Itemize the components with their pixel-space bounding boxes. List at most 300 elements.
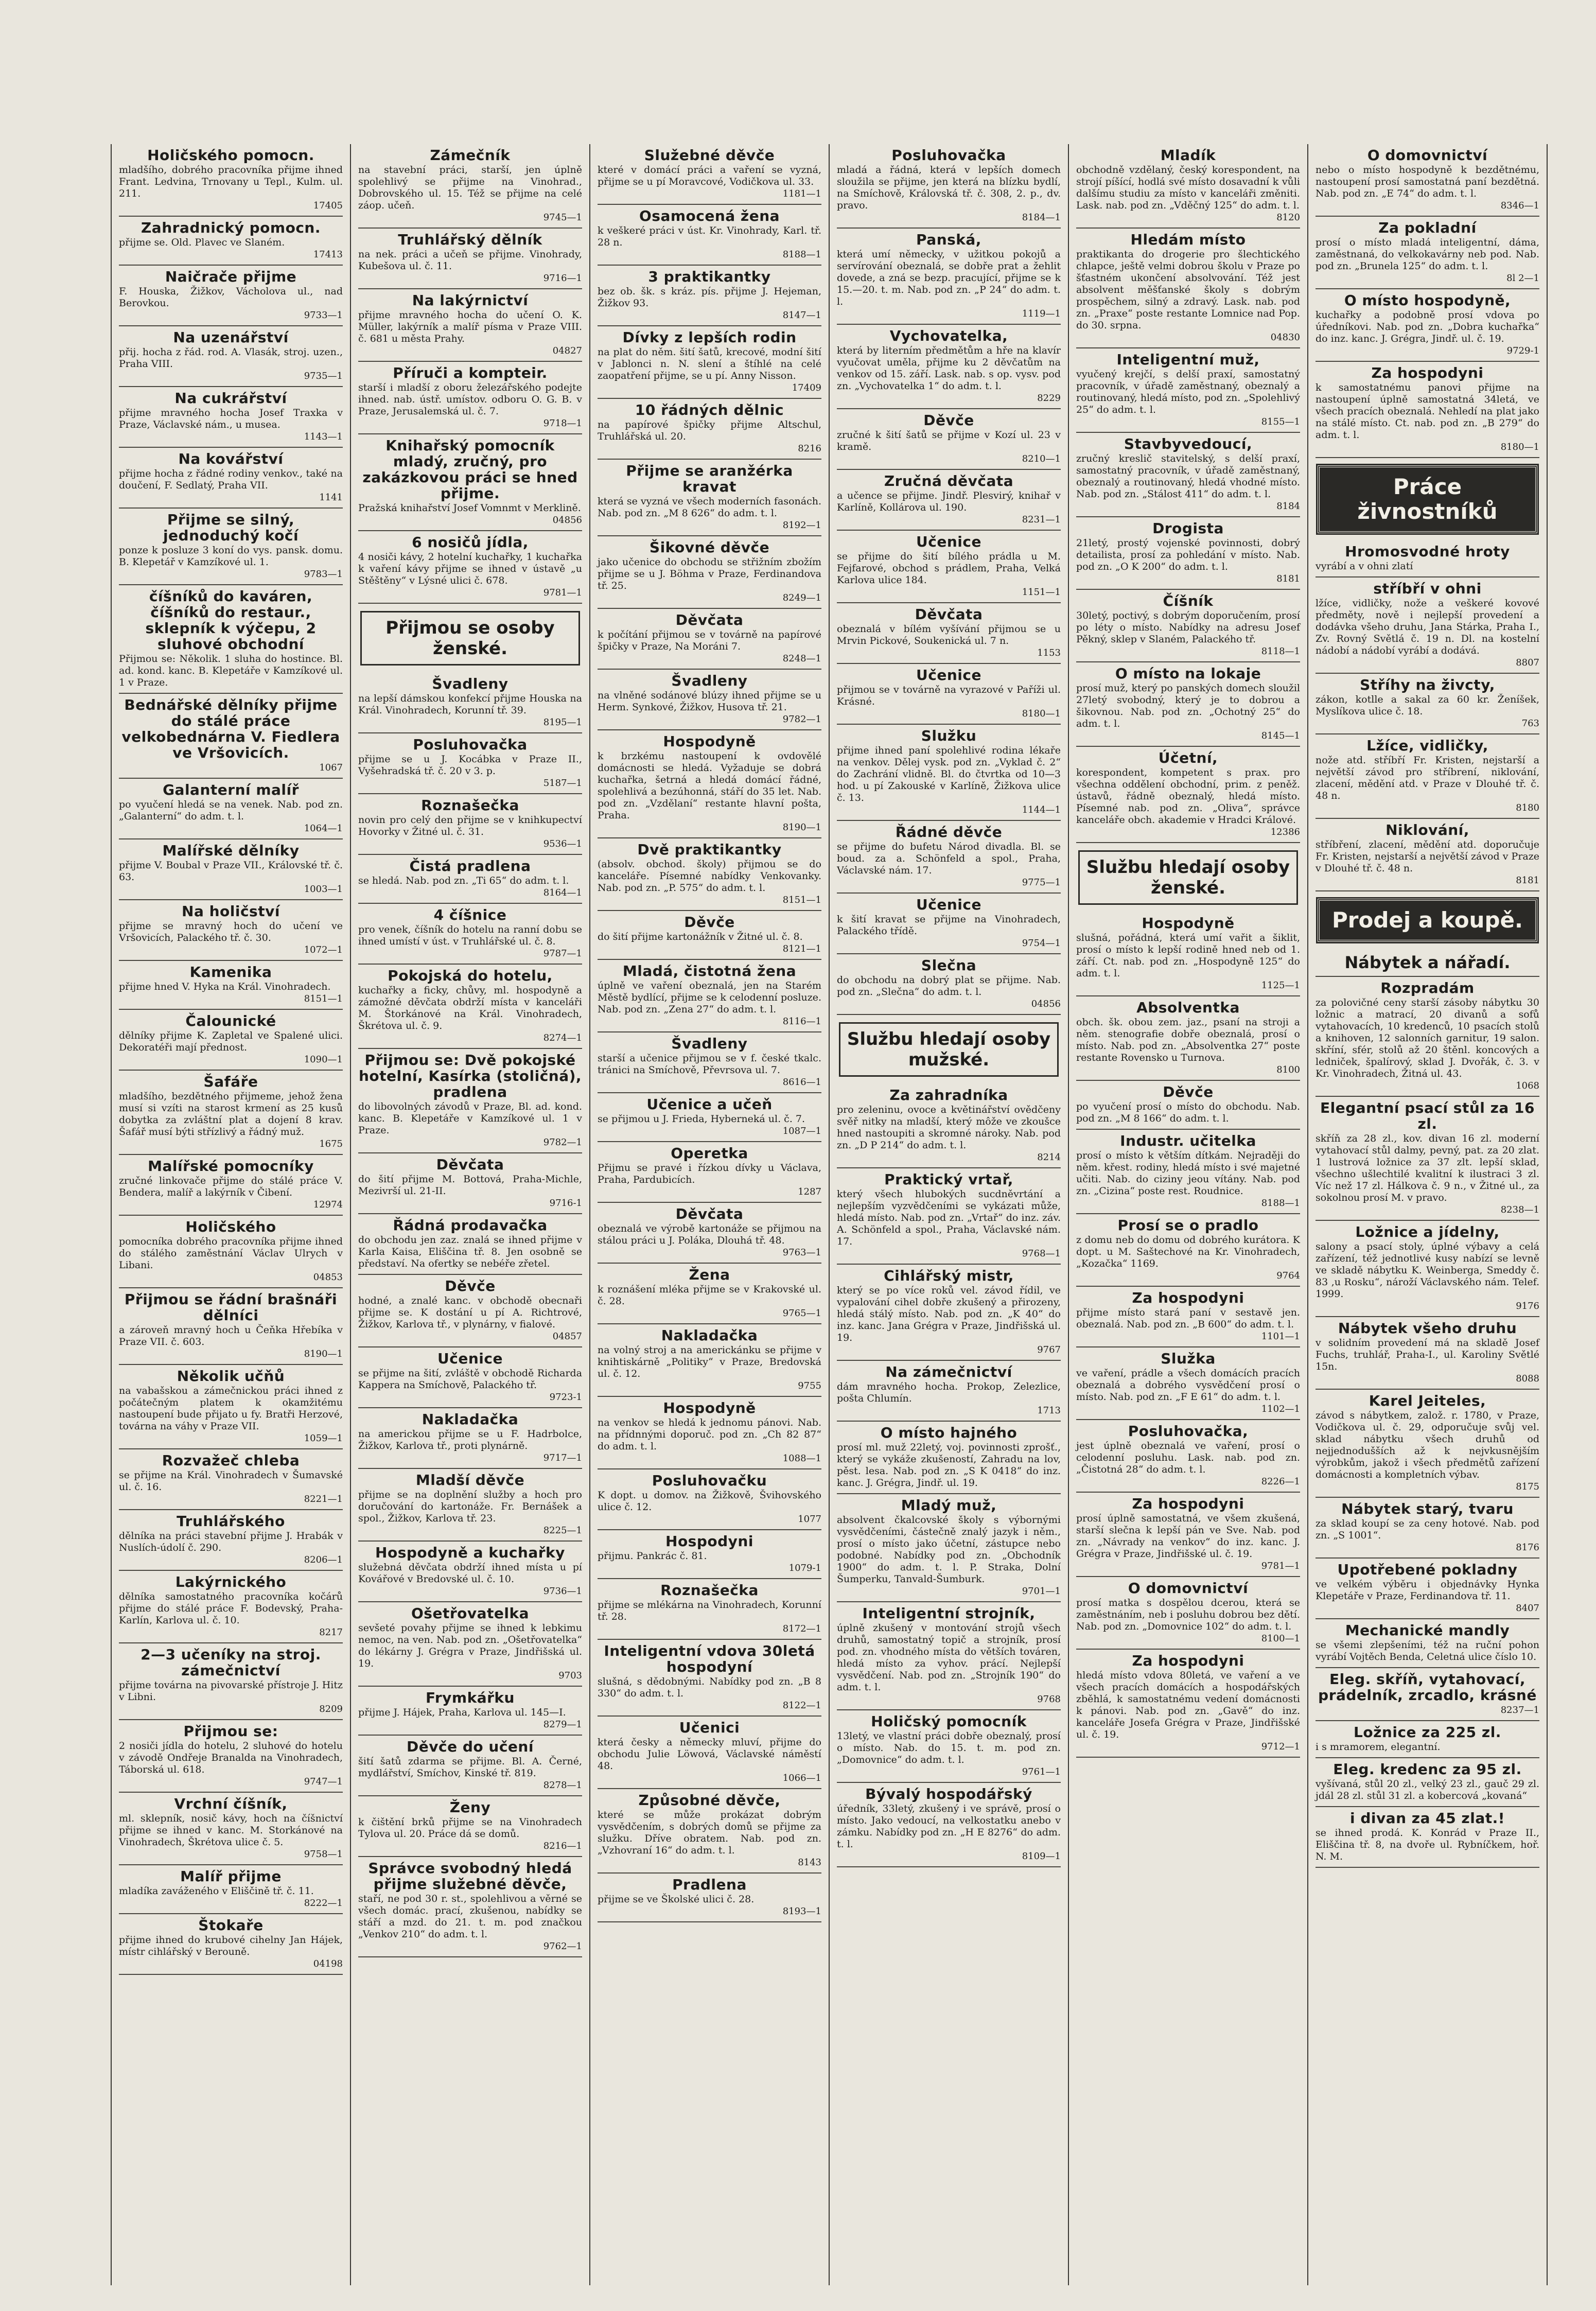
- ad-text: přijme hned V. Hyka na Král. Vinohradech.: [119, 981, 331, 992]
- ad-code: 5187—1: [543, 778, 582, 789]
- ad-heading: O místo hospodyně,: [1344, 292, 1511, 309]
- ad-text: salony a psací stoly, úplné výbavy a celá zařízení, též jednotlivé kusy nabízí se levně ve skladě nábytku K. Weinberga, Smeddy č. 83 ,u Rosku“, nároží Václavského nám. Telef. 1999.: [1316, 1241, 1539, 1300]
- classified-ad: [119, 1865, 343, 1914]
- column-3: [590, 144, 830, 2285]
- ad-heading: Služebné děvče: [644, 147, 775, 164]
- ad-code: 9755: [798, 1380, 821, 1391]
- ad-text: na nek. práci a učeň se přijme. Vinohrady, Kubešova ul. č. 11.: [358, 249, 582, 272]
- ad-heading: Nakladačka: [661, 1327, 758, 1344]
- ad-heading: 2—3 učeníky na stroj. zámečnictví: [141, 1646, 321, 1679]
- ad-code: 8151—1: [782, 895, 821, 905]
- ad-heading: Drogista: [1152, 520, 1224, 537]
- ad-code: 9536—1: [543, 838, 582, 849]
- ad-text: i s mramorem, elegantní.: [1316, 1741, 1441, 1753]
- classified-ad: [119, 1216, 343, 1288]
- ad-code: 8206—1: [304, 1554, 343, 1565]
- ad-text: obch. šk. obou zem. jaz., psaní na stroji a něm. stenografie dobře obeznalá, prosí o místo. Nab. pod zn. „Absolventka 27“ poste restante Rovensko u Turnova.: [1076, 1017, 1300, 1063]
- ad-text: k veškeré práci v úst. Kr. Vinohrady, Karl. tř. 28 n.: [598, 225, 821, 248]
- ad-text: pomocníka dobrého pracovníka přijme ihned do stálého zaměstnání Václav Ulrych v Libani.: [119, 1236, 343, 1271]
- ad-code: 9736—1: [543, 1586, 582, 1597]
- ad-code: 1066—1: [782, 1773, 821, 1783]
- classified-ad: [358, 904, 582, 965]
- ad-code: 8088: [1516, 1373, 1539, 1384]
- ad-text: na plat do něm. šití šatů, krecové, modní šití v Jablonci n. N. slení a štíhlé na celé zaopatření přijme, se u pí. Anny Nisson.: [598, 346, 821, 381]
- ad-heading: Správce svobodný hledá přijme služebné děvče,: [368, 1860, 572, 1893]
- ad-code: 8214: [1037, 1152, 1061, 1163]
- ad-heading: O místo hajného: [880, 1424, 1018, 1441]
- ad-heading: O domovnictví: [1367, 147, 1488, 164]
- ad-code: 8229: [1037, 393, 1061, 404]
- ad-code: 9716—1: [543, 273, 582, 284]
- ad-text: který všech hlubokých sucdněvrtání a nejlepším vyzvědčeními se vykázati může, hledá místo. Nab. pod zn. „Vrtař“ do inz. záv. A. Schönfeld a spol., Praha, Václavské nám. 17.: [837, 1188, 1061, 1247]
- ad-code: 9787—1: [543, 948, 582, 959]
- classified-ad: [598, 1264, 821, 1324]
- ad-text: stříbření, zlacení, mědění atd. doporučuje Fr. Kristen, nejstarší a největší závod v Praze v Dlouhé tř. č. 48 n.: [1316, 839, 1539, 874]
- ad-text: ve vaření, prádle a všech domácích pracích obeznalá a dobrého vysvědčení prosí o místo. Nab. pod zn. „F E 61“ do adm. t. l.: [1076, 1368, 1300, 1403]
- ad-heading: 3 praktikantky: [648, 268, 771, 285]
- ad-text: po vyučení hledá se na venek. Nab. pod zn. „Galanterní“ do adm. t. l.: [119, 799, 343, 822]
- ad-text: korespondent, kompetent s prax. pro všechna oddělení obchodní, prim. z peněž. ústavů, řádně obeznalý, hledá místo. Písemné nab. pod zn. „Oliva“, správce kanceláře obch. akademie v Hradci Králové.: [1076, 767, 1300, 826]
- ad-heading: Knihařský pomocník mladý, zručný, pro zakázkovou práci se hned přijme.: [362, 437, 578, 502]
- ad-code: 8151—1: [304, 993, 343, 1004]
- classified-ad: [598, 730, 821, 838]
- ad-code: 9781—1: [543, 587, 582, 598]
- ad-code: 1141: [319, 492, 343, 503]
- ad-text: ve velkém výběru i objednávky Hynka Klepetáře v Praze, Ferdinandova tř. 11.: [1316, 1579, 1539, 1602]
- ad-text: přijme mravného hocha Josef Traxka v Praze, Václavské nám., u musea.: [119, 407, 343, 430]
- ad-code: 12386: [1270, 827, 1300, 837]
- ad-text: prosí úplně samostatná, ve všem zkušená, starší slečna k lepší pán ve Sve. Nab. pod zn. „Návrady na venkov“ do inz. kanc. J. Grégra v Praze, Jindřišské ul. č. 19.: [1076, 1513, 1300, 1560]
- ad-heading: Panská,: [916, 231, 981, 248]
- ad-text: na volný stroj a na americkánku se přijme v knihtiskárně „Politiky“ v Praze, Bredovská ul. č. 12.: [598, 1344, 821, 1379]
- ad-heading: Zručná děvčata: [884, 472, 1014, 489]
- classified-ad: [837, 1494, 1061, 1602]
- ad-text: úplně ve vaření obeznalá, jen na Starém Městě bydlící, přijme se k celodenní posluze. Nab. pod zn. „Zena 27“ do adm. t. l.: [598, 980, 821, 1015]
- ad-text: přij. hocha z řád. rod. A. Vlasák, stroj. uzen., Praha VIII.: [119, 346, 343, 370]
- ad-heading: Za pokladní: [1378, 219, 1477, 236]
- column-1: [112, 144, 351, 2285]
- ad-text: bez ob. šk. s kráz. pís. přijme J. Hejeman, Žižkov 93.: [598, 286, 821, 309]
- ad-code: 9782—1: [782, 714, 821, 725]
- ad-text: vyšívaná, stůl 20 zl., velký 23 zl., gauč 29 zl. jdál 28 zl. stůl 31 zl. a kobercová „kovaná“: [1316, 1778, 1539, 1801]
- classified-ad: [358, 1469, 582, 1542]
- classified-ad: [119, 1449, 343, 1510]
- ad-heading: Eleg. kredenc za 95 zl.: [1333, 1761, 1522, 1778]
- ad-code: 8237—1: [1500, 1705, 1539, 1715]
- ad-code: 8222—1: [304, 1898, 343, 1909]
- ad-heading: Děvče: [684, 914, 735, 931]
- ad-code: 8274—1: [543, 1032, 582, 1043]
- ad-code: 8188—1: [782, 249, 821, 260]
- ad-text: do libovolných závodů v Praze, Bl. ad. kond. kanc. B. Klepetáře v Kamzíkové ul. 1 v Praze.: [358, 1101, 582, 1136]
- ad-text: na stavební práci, starší, jen úplně spolehlivý se přijme na Vinohrad., Dobrovského ul. 15. Též se přijme na celé záop. učeň.: [358, 164, 582, 211]
- ad-text: vyrábí a v ohni zlatí: [1316, 561, 1413, 572]
- ad-code: 8100—1: [1261, 1633, 1300, 1644]
- ad-code: 1064—1: [304, 823, 343, 834]
- ad-heading: Stavbyvedoucí,: [1124, 435, 1253, 452]
- ad-code: 9176: [1516, 1301, 1539, 1311]
- ad-heading: Lžíce, vidličky,: [1366, 737, 1488, 754]
- ad-heading: Švadleny: [671, 672, 748, 689]
- ad-heading: Řádná prodavačka: [393, 1217, 548, 1234]
- ad-text: k šití kravat se přijme na Vinohradech, Palackého třídě.: [837, 914, 1061, 937]
- classified-ad: [119, 217, 343, 266]
- ad-heading: Švadleny: [671, 1035, 748, 1052]
- ad-code: 8121—1: [782, 943, 821, 954]
- ad-code: 9701—1: [1022, 1586, 1061, 1597]
- ad-text: starší i mladší z oboru železářského podejte ihned. nab. ústř. umístov. odboru O. G. B. v Praze, Jerusalemská ul. č. 7.: [358, 382, 582, 417]
- ad-text: novin pro celý den přijme se v knihkupectví Hovorky v Žitné ul. č. 31.: [358, 814, 582, 837]
- ad-heading: Hospodyni: [665, 1533, 753, 1550]
- ad-text: přijme hocha z řádné rodiny venkov., také na doučení, F. Sedlatý, Praha VII.: [119, 468, 343, 491]
- classified-ad: [598, 1874, 821, 1922]
- classified-ad: [119, 1010, 343, 1071]
- ad-text: za polovičné ceny starší zásoby nábytku 30 ložnic a matrací, 20 divanů a sofů vytahovacích, 10 kredenců, 10 psacích stolů a knihoven, 12 salonních garnitur, 19 salon. skříní, sfér, stolů až 20 štěnl. koncových a ledniček, špalírový, sklad J. Dvořák, č. 3. v Kr. Vinohradech, Žitná ul. 43.: [1316, 997, 1539, 1079]
- ad-code: 8147—1: [782, 310, 821, 321]
- ad-code: 9712—1: [1261, 1741, 1300, 1752]
- ad-text: přijme mravného hocha do učení O. K. Müller, lakýrník a malíř písma v Praze VIII. č. 681 u města Prahy.: [358, 309, 582, 344]
- classified-ad: [1076, 1420, 1300, 1493]
- ad-code: 9768—1: [1022, 1248, 1061, 1259]
- ad-heading: Švadleny: [432, 675, 508, 692]
- classified-ad: [837, 409, 1061, 470]
- ad-heading: Truhlářský dělník: [398, 231, 542, 248]
- column-2: [351, 144, 590, 2285]
- ad-text: se přijme na Král. Vinohradech v Šumavské ul. č. 16.: [119, 1469, 343, 1493]
- ad-code: 9717—1: [543, 1452, 582, 1463]
- ad-text: nebo o místo hospodyně k bezdětnému, nastoupení prosí samostatná paní bezdětná. Nab. pod zn. „E 74“ do adm. t. l.: [1316, 164, 1539, 199]
- ad-text: přijme se mravný hoch do učení ve Vršovicích, Palackého tř. č. 30.: [119, 920, 343, 943]
- ad-heading: Niklování,: [1385, 821, 1469, 838]
- ad-heading: Ženy: [449, 1799, 491, 1816]
- classified-ad: [598, 1397, 821, 1469]
- ad-heading: Způsobné děvče,: [638, 1792, 781, 1809]
- ad-text: staří, ne pod 30 r. st., spolehlivou a věrné se všech domác. prací, zkušenou, nabídky se stáří a mzd. do 21. t. m. pod značkou „Venkov 210“ do adm. t. l.: [358, 1893, 582, 1940]
- ad-heading: Učenici: [679, 1719, 740, 1736]
- ad-code: 8181: [1516, 875, 1539, 886]
- ad-heading: Děvče: [923, 412, 974, 429]
- classified-ad: [1076, 348, 1300, 433]
- ad-heading: Kamenika: [189, 964, 272, 981]
- classified-ad: [598, 960, 821, 1032]
- ad-code: 8616—1: [782, 1077, 821, 1088]
- ad-heading: Hospodyně: [663, 733, 756, 750]
- ad-text: která česky a německy mluví, přijme do obchodu Julie Löwová, Václavské náměstí 48.: [598, 1737, 821, 1772]
- classified-ad: [598, 670, 821, 730]
- classified-ad: [837, 470, 1061, 531]
- ad-heading: Holičský pomocník: [871, 1713, 1027, 1730]
- ad-code: 8181: [1276, 573, 1300, 584]
- classified-ad: [119, 585, 343, 694]
- ad-code: 8210—1: [1022, 453, 1061, 464]
- ad-heading: Lakýrnického: [175, 1573, 287, 1590]
- classified-ad: [1076, 433, 1300, 517]
- ad-code: 8231—1: [1022, 514, 1061, 525]
- ad-text: prosí muž, který po panských domech sloužil 27letý svobodný, který je to dobrou a šikovnou. Nab. pod zn. „Ochotný 25“ do adm. t. l.: [1076, 682, 1300, 729]
- ad-text: která se vyzná ve všech moderních fasonách. Nab. pod zn. „M 8 626“ do adm. t. l.: [598, 496, 821, 519]
- ad-heading: Mladá, čistotná žena: [622, 962, 797, 979]
- ad-text: prosí o místo k větším dítkám. Nejraději do něm. křest. rodiny, hledá místo i své majetné učiti. Nab. do ciziny jeou vítány. Nab. pod zn. „Cizina“ poste rest. Roudnice.: [1076, 1150, 1300, 1197]
- ad-code: 1119—1: [1022, 308, 1061, 319]
- classified-ad: [1316, 289, 1539, 362]
- ad-code: 1090—1: [304, 1054, 343, 1065]
- classified-ad: [598, 1640, 821, 1717]
- classified-ad: [358, 1857, 582, 1957]
- ad-text: k brzkému nastoupení k ovdovělé domácnosti se hledá. Vyžaduje se dobrá kuchařka, šetrná a hledá domácí řádné, spolehlivá a bezúhonná, stáří do 35 let. Nab. pod zn. „Vzdělaní“ restante hlavní pošta, Praha.: [598, 750, 821, 821]
- classified-ad: [837, 725, 1061, 821]
- classified-ad: [119, 900, 343, 961]
- ad-text: úředník, 33letý, zkušený i ve správě, prosí o místo. Jako vedoucí, na velkostatku anebo v zámku. Nabídky pod zn. „H E 8276“ do adm. t. l.: [837, 1803, 1061, 1850]
- ad-heading: Mladík: [1160, 147, 1216, 164]
- ad-text: obeznalá v bílém vyšívání přijmou se u Mrvin Pickové, Soukenická ul. 7 n.: [837, 623, 1061, 646]
- classified-ad: [119, 1071, 343, 1155]
- ad-code: 04856: [552, 515, 582, 526]
- ad-heading: Posluhovačka,: [1128, 1423, 1249, 1440]
- ad-code: 9765—1: [782, 1308, 821, 1319]
- classified-ad: [1316, 362, 1539, 458]
- classified-ad: [119, 1571, 343, 1643]
- ad-code: 8184—1: [1022, 212, 1061, 223]
- ad-code: 8l 2—1: [1506, 273, 1539, 284]
- ad-code: 1077: [798, 1514, 821, 1525]
- ad-code: 04830: [1270, 332, 1300, 343]
- ad-text: přijme se na doplnění služby a hoch pro doručování do kartonáže. Fr. Bernášek a spol., Žižkov, Karlova tř. 23.: [358, 1489, 582, 1524]
- ad-code: 8176: [1516, 1542, 1539, 1553]
- classified-ad: [1316, 819, 1539, 891]
- ad-text: se všemi zlepšeními, též na ruční pohon vyrábí Vojtěch Benda, Celetná ulice číslo 10.: [1316, 1639, 1539, 1662]
- classified-ad: [1316, 1619, 1539, 1668]
- classified-ad: [837, 325, 1061, 409]
- classified-ad: [598, 326, 821, 399]
- ad-heading: Dívky z lepších rodin: [622, 329, 797, 346]
- ad-text: zručné linkovače přijme do stálé práce V. Bendera, malíř a lakýrník v Čibení.: [119, 1175, 343, 1198]
- ad-heading: Děvče: [445, 1277, 496, 1294]
- ad-text: prosí o místo mladá inteligentní, dáma, zaměstnaná, do velkokavárny neb pod. Nab. pod zn. „Brunela 125“ do adm. t. l.: [1316, 237, 1539, 272]
- ad-heading: Vrchní číšník,: [174, 1795, 288, 1812]
- ad-heading: Čistá pradlena: [409, 857, 531, 874]
- classified-ad: [1076, 590, 1300, 662]
- classified-ad: [119, 144, 343, 217]
- classified-ad: [1316, 1317, 1539, 1390]
- ad-code: 9723-1: [549, 1392, 582, 1403]
- ad-text: přijme V. Boubal v Praze VII., Královské tř. č. 63.: [119, 860, 343, 883]
- ad-text: F. Houska, Žižkov, Vácholova ul., nad Berovkou.: [119, 286, 343, 309]
- ad-text: do šití přijme kartonážník v Žitné ul. č. 8.: [598, 931, 803, 942]
- ad-text: a učence se přijme. Jindř. Plesvirý, knihař v Karlíně, Kollárova ul. 190.: [837, 490, 1061, 513]
- ad-heading: Přijmou se:: [183, 1723, 278, 1740]
- ad-heading: Šikovné děvče: [649, 539, 770, 556]
- ad-code: 8180—1: [1500, 442, 1539, 452]
- ad-heading: Karel Jeiteles,: [1369, 1392, 1486, 1409]
- ad-text: hledá místo vdova 80letá, ve vaření a ve všech pracích domácích a hospodářských zběhlá, k samostatnému vedení domácnosti k pánovi. Nab. pod zn. „Gavě“ do inz. kanceláře Josefa Grégra v Praze, Jindřišské ul. č. 19.: [1076, 1670, 1300, 1740]
- ad-heading: Inteligentní muž,: [1116, 351, 1260, 368]
- ad-text: k čištění brků přijme se na Vinohradech Tylova ul. 20. Práce dá se domů.: [358, 1816, 582, 1840]
- ad-code: 1151—1: [1022, 587, 1061, 598]
- classified-ad: [1316, 734, 1539, 819]
- ad-code: 1087—1: [782, 1126, 821, 1136]
- ad-text: K dopt. u domov. na Žižkově, Švihovského ulice č. 12.: [598, 1490, 821, 1513]
- ad-heading: Ošetřovatelka: [411, 1605, 530, 1622]
- classified-ad: [119, 694, 343, 779]
- ad-text: na vlněné sodánové blúzy ihned přijme se u Herm. Synkové, Žižkov, Husova tř. 21.: [598, 690, 821, 713]
- ad-code: 8109—1: [1022, 1851, 1061, 1862]
- classified-ad: [598, 1717, 821, 1789]
- ad-code: 9729-1: [1506, 345, 1539, 356]
- classified-ad: [119, 266, 343, 326]
- ad-text: se přijme do šití bílého prádla u M. Fejfarové, obchod s prádlem, Praha, Velká Karlova ulice 184.: [837, 551, 1061, 586]
- ad-text: kuchařky a ficky, chůvy, ml. hospodyně a zámožné děvčata obdrží místa v kanceláři M. Štorkánové na Král. Vinohradech, Škrétova ul. č. 9.: [358, 985, 582, 1031]
- ad-heading: Číšník: [1163, 592, 1214, 609]
- classified-ad: [598, 911, 821, 960]
- ad-code: 8216—1: [543, 1841, 582, 1851]
- ad-code: 9764: [1276, 1270, 1300, 1281]
- ad-heading: Učenice a učeň: [646, 1096, 773, 1113]
- classified-ad: [1076, 1287, 1300, 1347]
- classified-ad: [598, 1093, 821, 1142]
- ad-text: za sklad koupí se za ceny hotové. Nab. pod zn. „S 1001“.: [1316, 1518, 1539, 1541]
- ad-text: absolvent čkalcovské školy s výbornými vysvědčeními, částečně znalý jazyk i něm., prosí o místo jako účetní, zástupce nebo podobné. Nabídky pod zn. „Obchodník 1900“ do adm. t. l. P. Straka, Dolní Šumperku, Tanvald-Šumburk.: [837, 1514, 1061, 1585]
- ad-code: 04856: [1031, 999, 1061, 1009]
- ad-code: 1675: [319, 1139, 343, 1149]
- ad-code: 8118—1: [1261, 646, 1300, 657]
- ad-heading: Holičského: [185, 1218, 276, 1235]
- ad-heading: Malířské dělníky: [162, 842, 300, 859]
- ad-text: na americkou přijme se u F. Hadrbolce, Žižkov, Karlova tř., proti plynárně.: [358, 1428, 582, 1451]
- ad-heading: Služku: [921, 727, 977, 744]
- column-4: [830, 144, 1069, 2285]
- classified-ad: [837, 1265, 1061, 1361]
- ad-heading: Posluhovačku: [652, 1472, 767, 1489]
- classified-ad: [358, 1214, 582, 1275]
- ad-heading: Hospodyně a kuchařky: [375, 1544, 565, 1561]
- ad-code: 8279—1: [543, 1719, 582, 1730]
- ad-heading: Praktický vrtař,: [884, 1171, 1013, 1188]
- ad-heading: Žena: [689, 1266, 730, 1283]
- classified-ad: [598, 609, 821, 670]
- ad-text: prosí ml. muž 22letý, voj. povinnosti zprošť., který se vykáže zkušeností, Zahradu na lov, pěst. lesa. Nab. pod zn. „S K 0418“ do inz. kanc. J. Grégra, Jindř. ul. 19.: [837, 1442, 1061, 1489]
- ad-heading: Děvčata: [675, 1205, 744, 1222]
- classified-ad: [358, 794, 582, 855]
- classified-ad: [358, 855, 582, 904]
- classified-ad: [598, 1789, 821, 1874]
- ad-text: na vabašskou a zámečnickou práci ihned z počátečným platem k okamžitému nastoupení bude přijato u fy. Bratři Herzové, továrna na váhy v Praze VII.: [119, 1385, 343, 1432]
- ad-code: 1101—1: [1261, 1331, 1300, 1342]
- ad-text: 2 nosiči jídla do hotelu, 2 sluhové do hotelu v závodě Ondřeje Branalda na Vinohradech, Táborská ul. 618.: [119, 1740, 343, 1775]
- ad-code: 17413: [313, 249, 343, 260]
- ad-heading: Truhlářského: [177, 1513, 285, 1530]
- classified-ad: [119, 1510, 343, 1571]
- ad-text: úplně zkušený v montování strojů všech druhů, samostatný topič a strojník, prosí pod. zn. vhodného místa do větších továren, hledá místo za vyhov. prácí. Nejlepší vysvědčení. Nab. pod zn. „Strojník 190“ do adm. t. l.: [837, 1622, 1061, 1693]
- classified-ad: [837, 664, 1061, 725]
- ad-heading: Hospodyně: [1142, 915, 1235, 932]
- column-5: [1069, 144, 1308, 2285]
- classified-ad: [598, 1324, 821, 1397]
- ad-heading: Bednářské dělníky přijme do stálé práce velkobednárna V. Fiedlera ve Vršovicích.: [121, 696, 340, 761]
- ad-heading: Za hospodyni: [1132, 1289, 1244, 1306]
- ad-heading: Učenice: [916, 667, 981, 684]
- ad-heading: Příruči a kompteir.: [393, 364, 548, 381]
- ad-code: 8164—1: [543, 887, 582, 898]
- ad-heading: 10 řádných dělnic: [635, 401, 784, 418]
- classified-ad: [1316, 1721, 1539, 1758]
- classified-ad: [119, 1365, 343, 1449]
- classified-ad: [837, 894, 1061, 954]
- classified-ad: [1316, 977, 1539, 1097]
- ad-heading: Prosí se o pradlo: [1117, 1217, 1259, 1234]
- ad-text: sevšeté povahy přijme se ihned k lebkimu nemoc, na ven. Nab. pod zn. „Ošetřovatelka“ do lékárny J. Grégra v Praze, Jindřišská ul. 19.: [358, 1622, 582, 1669]
- classified-ad: [1316, 217, 1539, 289]
- ad-heading: Přijmou se: Dvě pokojské hotelní, Kasírka (stoličná), pradlena: [358, 1052, 582, 1100]
- ad-code: 8217: [319, 1627, 343, 1638]
- ad-text: pro venek, číšník do hotelu na ranní dobu se ihned umístí v úst. v Truhlářské ul. č. 8.: [358, 924, 582, 947]
- ad-heading: Galanterní malíř: [163, 781, 299, 798]
- ad-heading: Stříhy na živcty,: [1360, 676, 1495, 693]
- ad-code: 1088—1: [782, 1453, 821, 1464]
- ad-heading: Vychovatelka,: [889, 327, 1008, 344]
- ad-code: 8143: [798, 1857, 821, 1868]
- ad-heading: Bývalý hospodářský: [865, 1785, 1032, 1802]
- section-heading: Službu hledají osoby mužské.: [839, 1022, 1059, 1077]
- classified-ad: [837, 821, 1061, 894]
- ad-text: který se po více roků vel. závod řídil, ve vypalování cihel dobře zkušený a přirozeny, hledá stálý místo. Nab. pod zn. „K 40“ do inz. kanc. Jana Grégra v Praze, Jindřišská ul. 19.: [837, 1285, 1061, 1343]
- ad-heading: Industr. učitelka: [1120, 1132, 1256, 1149]
- ad-text: praktikanta do drogerie pro šlechtického chlapce, ještě velmi dobrou školu v Praze po šťastném ukončení absolvování. Též jest absolvent měšťanské školy s dobrým prospěchem, silný a zdravý. Lask. nab. pod zn. „Praxe“ poste restante Lomnice nad Pop. do 30. srpna.: [1076, 249, 1300, 331]
- ad-code: 8249—1: [782, 592, 821, 603]
- ad-text: zručné k šití šatů se přijme v Kozí ul. 23 v kramě.: [837, 429, 1061, 452]
- ad-code: 9762—1: [543, 1941, 582, 1952]
- ad-text: přijme se ve Školské ulici č. 28.: [598, 1894, 755, 1905]
- ad-heading: Na lakýrnictví: [412, 292, 529, 309]
- classified-ad: [119, 326, 343, 387]
- ad-text: Přijmou se: Několik. 1 sluha do hostince. Bl. ad. kond. kanc. B. Klepetáře v Kamzíkové ul. 1 v Praze.: [119, 653, 343, 688]
- classified-ad: [598, 266, 821, 326]
- ad-code: 1068: [1516, 1080, 1539, 1091]
- ad-text: mladíka zaváženého v Eliščině tř. č. 11.: [119, 1885, 314, 1897]
- ad-text: z domu neb do domu od dobrého kurátora. K dopt. u M. Saštechové na Kr. Vinohradech, „Kozačka“ 1169.: [1076, 1234, 1300, 1269]
- ad-heading: Přijme se aranžérka kravat: [626, 462, 793, 495]
- classified-ad: [837, 1710, 1061, 1783]
- classified-ad: [358, 1796, 582, 1857]
- ad-code: 04198: [313, 1958, 343, 1969]
- ad-code: 8238—1: [1500, 1204, 1539, 1215]
- ad-heading: Hledám místo: [1130, 231, 1246, 248]
- ad-heading: Na uzenářství: [173, 329, 289, 346]
- ad-text: slušná, s dědobnými. Nabídky pod zn. „B 8 330“ do adm. t. l.: [598, 1676, 821, 1699]
- classified-ad: [358, 1347, 582, 1408]
- ad-heading: Na kovářství: [178, 450, 284, 467]
- classified-ad: [358, 1049, 582, 1153]
- ad-text: obchodně vzdělaný, český korespondent, na strojí píšící, hodlá své místo dosavadní k vůli dalšímu studiu za místo v kanceláři změniti. Lask. nab. pod zn. „Vděčný 125“ do adm. t. l.: [1076, 164, 1300, 211]
- ad-heading: stříbří v ohni: [1373, 580, 1482, 597]
- classified-ad: [1076, 517, 1300, 590]
- ad-code: 8807: [1516, 657, 1539, 668]
- ad-text: k samostatnému panovi přijme na nastoupení úplně samostatná 34letá, ve všech pracích obeznalá. Nehledí na plat jako na stálé místo. Ct. nab. pod zn. „B 279“ do adm. t. l.: [1316, 382, 1539, 441]
- classified-ad: [837, 1361, 1061, 1422]
- ad-code: 8221—1: [304, 1494, 343, 1504]
- ad-text: 13letý, ve vlastní práci dobře obeznalý, prosí o místo. Nab. do 15. t. m. pod zn. „Domovnice“ do adm. t. l.: [837, 1730, 1061, 1765]
- ad-code: 9783—1: [304, 569, 343, 580]
- ad-text: které se může prokázat dobrým vysvědčením, s dobrých domů se přijme za služku. Dříve obratem. Nab. pod zn. „Vzhovraní 16“ do adm. t. l.: [598, 1809, 821, 1856]
- classified-ad: [358, 531, 582, 604]
- ad-text: do obchodu jen zaz. znalá se ihned přijme v Karla Kaisa, Eliščina tř. 8. Jen osobně se představí. Na ofertky se nebéře zřetel.: [358, 1234, 582, 1269]
- classified-ad: [598, 1469, 821, 1530]
- classified-ad: [358, 434, 582, 531]
- ad-heading: Rozpradám: [1380, 979, 1475, 996]
- ad-heading: Zahradnický pomocn.: [141, 219, 321, 236]
- classified-ad: [358, 673, 582, 733]
- ad-heading: Děvčata: [436, 1156, 504, 1173]
- classified-ad: [1316, 540, 1539, 577]
